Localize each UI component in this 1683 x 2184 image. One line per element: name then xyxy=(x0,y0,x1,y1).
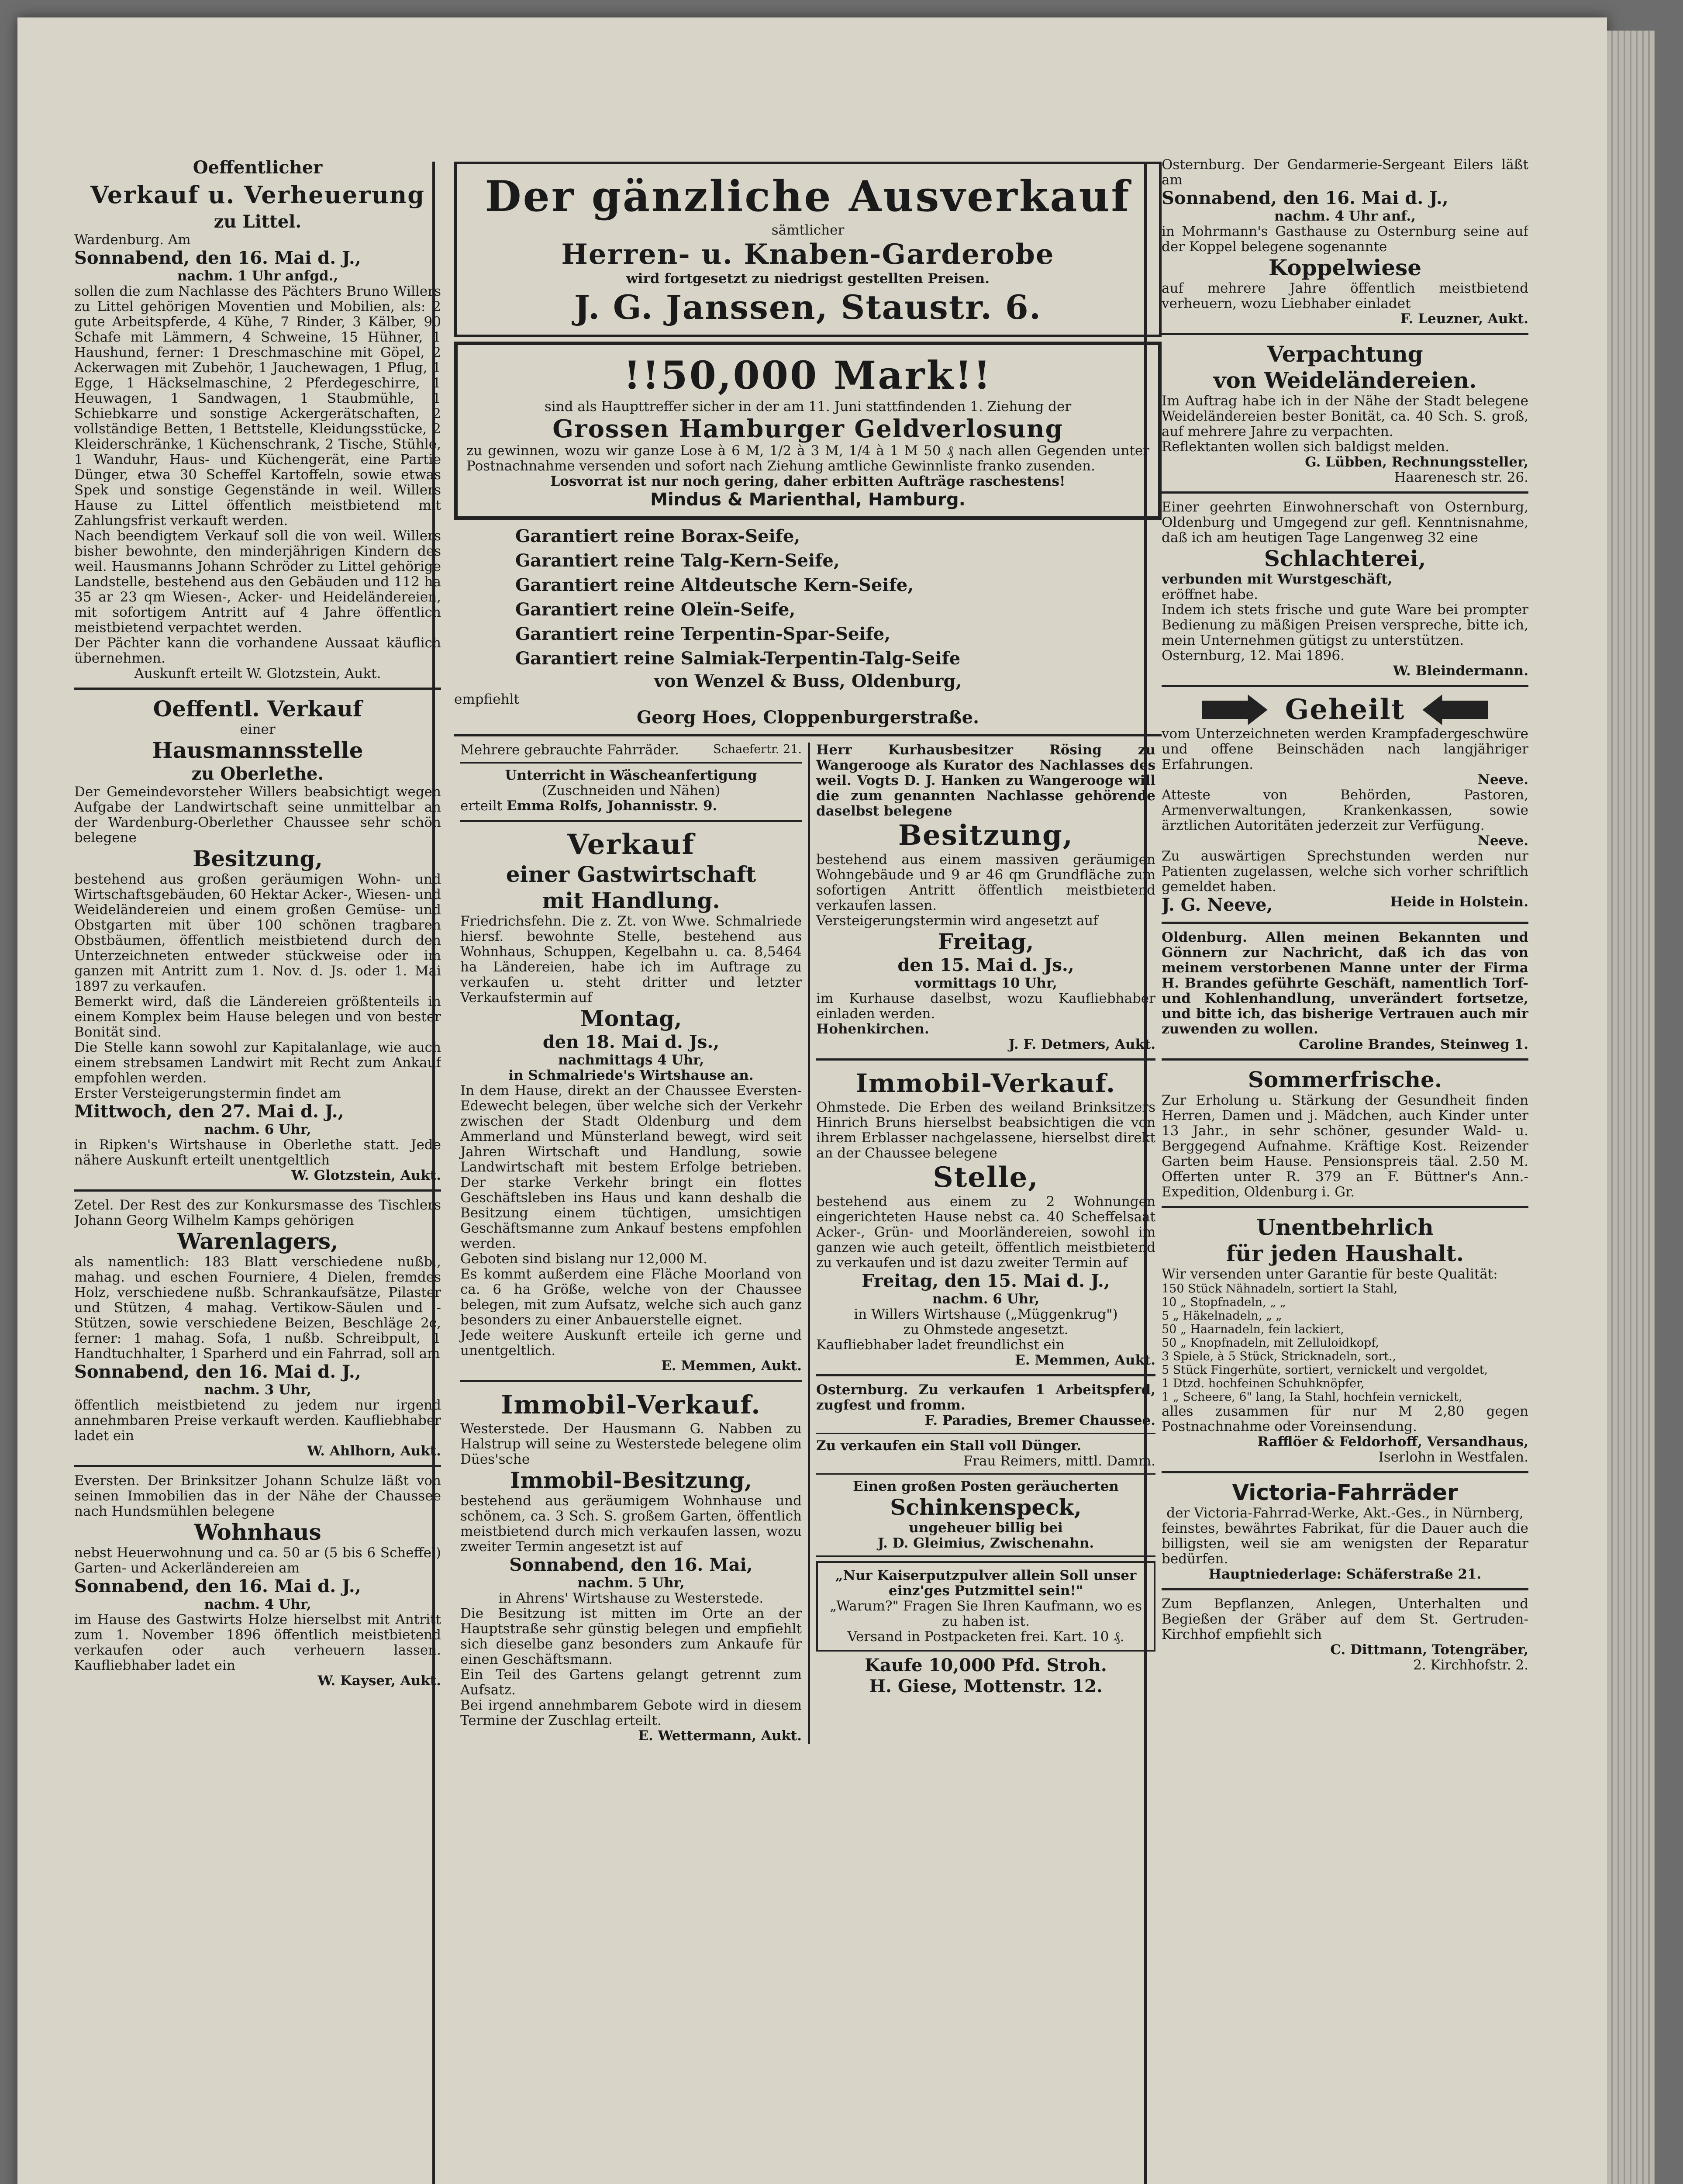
geheilt-sign: J. G. Neeve, xyxy=(1162,895,1273,915)
ad-littel-sign: Auskunft erteilt W. Glotzstein, Aukt. xyxy=(134,666,381,681)
divider xyxy=(454,734,1162,736)
haushalt-item: 50 „ Haarnadeln, fein lackiert, xyxy=(1162,1323,1344,1336)
ohmstede-head2: Stelle, xyxy=(933,1161,1039,1194)
haushalt-item: 150 Stück Nähnadeln, sortiert Ia Stahl, xyxy=(1162,1282,1398,1296)
ad-oberlethe-text1: Der Gemeindevorsteher Willers beabsichtigt wegen Aufgabe der Landwirtschaft seine unmittelbar an der Wardenburg-Oberlether Chaussee sehr schön belegene xyxy=(74,784,441,846)
haushalt-text1: Wir versenden unter Garantie für beste Qualität: xyxy=(1162,1266,1498,1282)
geheilt-addr: Heide in Holstein. xyxy=(1390,894,1528,910)
ad-ausverkauf xyxy=(454,162,1162,337)
weide-sign: G. Lübben, Rechnungssteller, xyxy=(1305,454,1528,470)
duenger-sign: Frau Reimers, mittl. Damm. xyxy=(963,1453,1155,1469)
geheilt-head: Geheilt xyxy=(1285,693,1405,726)
ad-littel-text3: Nach beendigtem Verkauf soll die von weil. Willers bisher bewohnte, den minderjährigen Kindern des weil. Hausmanns Johann Schröder zu Littel gehörige Landstelle, bestehend aus den Gebäuden und 112 ha 35 ar 23 qm Wiesen-, Acker- und Heideländereien, mit sofortigem Antritt auf 4 Jahre öffentlich meistbietend verpachtet werden. xyxy=(74,528,441,636)
ad-littel-text4: Der Pächter kann die vorhandene Aussaat käuflich übernehmen. xyxy=(74,635,441,666)
koppel-text3: auf mehrere Jahre öffentlich meistbietend verheuern, wozu Liebhaber einladet xyxy=(1162,280,1528,311)
schlachterei-date: Osternburg, 12. Mai 1896. xyxy=(1162,648,1345,663)
westerstede-head: Immobil-Verkauf. xyxy=(501,1390,761,1420)
divider xyxy=(1162,1206,1528,1208)
wangerooge-text4: im Kurhause daselbst, wozu Kaufliebhaber einladen werden. xyxy=(816,991,1155,1022)
wangerooge-time: vormittags 10 Uhr, xyxy=(914,975,1057,991)
ohmstede-text2: bestehend aus einem zu 2 Wohnungen eingerichteten Hause nebst ca. 40 Scheffelsaat Acker-, Grün- und Moorländereien, sowohl im ganzen wie auch geteilt, öffentlich meistbietend zu verkaufen und ist dazu zweiter Termin auf xyxy=(816,1194,1155,1271)
wangerooge-text2: bestehend aus einem massiven geräumigen Wohngebäude und 9 ar 46 qm Grundfläche zum sofortigen Antritt öffentlich meistbietend verkaufen lassen. xyxy=(816,852,1155,913)
ad-zetel-date: Sonnabend, den 16. Mai d. J., xyxy=(74,1362,361,1382)
divider xyxy=(816,1555,1155,1557)
weide-head2: von Weideländereien. xyxy=(1213,367,1477,393)
schinken-sign: J. D. Gleimius, Zwischenahn. xyxy=(877,1535,1094,1551)
divider xyxy=(460,820,802,822)
gastwirtschaft-text5: Jede weitere Auskunft erteile ich gerne und unentgeltlich. xyxy=(460,1327,802,1358)
lotto-text3: Losvorrat ist nur noch gering, daher erbitten Aufträge raschestens! xyxy=(550,473,1066,489)
divider xyxy=(74,1465,441,1467)
haushalt-head2: für jeden Haushalt. xyxy=(1226,1241,1464,1266)
ohmstede-text4: Kaufliebhaber ladet freundlichst ein xyxy=(816,1337,1065,1353)
westerstede-sign: E. Wettermann, Aukt. xyxy=(638,1728,802,1744)
column-middle xyxy=(454,157,1162,2184)
haushalt-text2: alles zusammen für nur M 2,80 gegen Postnachnahme oder Voreinsendung. xyxy=(1162,1403,1528,1434)
stroh-sign: H. Giese, Mottenstr. 12. xyxy=(869,1676,1103,1697)
haushalt-item: 3 Spiele, à 5 Stück, Stricknadeln, sort., xyxy=(1162,1350,1397,1363)
westerstede-text1: Westerstede. Der Hausmann G. Nabben zu Halstrup will seine zu Westerstede belegene olim Dües'sche xyxy=(460,1421,802,1467)
westerstede-date: Sonnabend, den 16. Mai, xyxy=(509,1555,753,1575)
haushalt-sign: Rafflöer & Feldorhoff, Versandhaus, xyxy=(1257,1434,1528,1450)
haushalt-item: 1 „ Scheere, 6" lang, Ia Stahl, hochfein vernickelt, xyxy=(1162,1390,1462,1404)
wasche-pre: erteilt xyxy=(460,798,503,814)
haushalt-item: 5 Stück Fingerhüte, sortiert, vernickelt und vergoldet, xyxy=(1162,1363,1488,1377)
divider xyxy=(1162,1058,1528,1061)
divider xyxy=(1162,333,1528,335)
ad-eversten-date: Sonnabend, den 16. Mai d. J., xyxy=(74,1576,361,1597)
gastwirtschaft-sub1: einer Gastwirtschaft xyxy=(506,861,756,887)
ad-oberlethe-text4: Die Stelle kann sowohl zur Kapitalanlage, wie auch einem strebsamen Landwirt mit Recht zum Ankauf empfohlen werden. xyxy=(74,1040,441,1086)
westerstede-text2: bestehend aus geräumigem Wohnhause und schönem, ca. 3 Sch. S. großem Garten, öffentlich meistbietend durch mich verkaufen lassen, wozu zweiter Termin angesetzt ist auf xyxy=(460,1493,802,1555)
divider xyxy=(74,688,441,690)
haushalt-item: 10 „ Stopfnadeln, „ „ xyxy=(1162,1296,1286,1309)
column-right xyxy=(1162,157,1528,2184)
victoria-text1: der Victoria-Fahrrad-Werke, Akt.-Ges., in Nürnberg, xyxy=(1166,1505,1524,1521)
ad-eversten-text2: nebst Heuerwohnung und ca. 50 ar (5 bis 6 Scheffel) Garten- und Ackerländereien am xyxy=(74,1545,441,1576)
ad-littel-text2: sollen die zum Nachlasse des Pächters Bruno Willers zu Littel gehörigen Moventien und Mobilien, als: 2 gute Arbeitspferde, 4 Kühe, 7 Rinder, 3 Kälber, 90 Schafe mit Lämmern, 4 Schweine, 15 Hühner, 1 Haushund, ferner: 1 Dreschmaschine mit Göpel, 2 Ackerwagen mit Zubehör, 1 Jauchewagen, 1 Pflug, 1 Egge, 1 Häckselmaschine, 2 Pferdegeschirre, 1 Heuwagen, 1 Sandwagen, 1 Staubmühle, 1 Schiebkarre und sonstige Ackergerätschaften, 2 vollständige Betten, 1 Bettstelle, Kleidungsstücke, 2 Kleiderschränke, 1 Küchenschrank, 2 Tische, Stühle, 1 Wanduhr, Haus- und Küchengerät, eine Partie Dünger, etwa 30 Scheffel Kartoffeln, sowie etwas Spek und sonstige Gegenstände in weil. Willers Hause zu Littel öffentlich meistbietend mit Zahlungsfrist verkauft werden. xyxy=(74,283,441,529)
victoria-head: Victoria-Fahrräder xyxy=(1232,1480,1458,1505)
lotto-firm: Mindus & Marienthal, Hamburg. xyxy=(650,490,966,510)
gastwirtschaft-text1: Friedrichsfehn. Die z. Zt. von Wwe. Schmalriede hiersf. bewohnte Stelle, bestehend aus Wohnhaus, Schuppen, Kegelbahn u. ca. 8,5464 ha Ländereien, habe ich im Auftrage zu verkaufen u. steht dritter und letzter Verkaufstermin auf xyxy=(460,913,802,1006)
victoria-text2: feinstes, bewährtes Fabrikat, für die Dauer auch die billigsten, weil sie am wenigsten der Reparatur bedürfen. xyxy=(1162,1521,1528,1567)
geheilt-text3: Zu auswärtigen Sprechstunden werden nur Patienten zugelassen, welche sich vorher schriftlich gemeldet haben. xyxy=(1162,848,1528,895)
soap-item: Garantiert reine Talg-Kern-Seife, xyxy=(515,550,840,571)
weide-text1: Im Auftrag habe ich in der Nähe der Stadt belegene Weideländereien bester Bonität, ca. 40 Sch. S. groß, auf mehrere Jahre zu verpachten. xyxy=(1162,393,1528,439)
divider xyxy=(460,762,802,764)
wangerooge-text1: Herr Kurhausbesitzer Rösing zu Wangerooge als Kurator des Nachlasses des weil. Vogts D. J. Hanken zu Wangerooge will die zum genannten Nachlasse gehörende daselbst belegene xyxy=(816,742,1155,819)
putzpulver-text2: „Warum?" Fragen Sie Ihren Kaufmann, wo es zu haben ist. xyxy=(830,1598,1142,1629)
ad-eversten-text1: Eversten. Der Brinksitzer Johann Schulze läßt von seinen Immobilien das in der Nähe der Chaussee nach Hundsmühlen belegene xyxy=(74,1473,441,1519)
soap-item: Garantiert reine Altdeutsche Kern-Seife, xyxy=(515,575,914,595)
soap-item: Garantiert reine Salmiak-Terpentin-Talg-Seife xyxy=(515,648,961,669)
soap-item: Garantiert reine Borax-Seife, xyxy=(515,526,800,546)
westerstede-text4: Ein Teil des Gartens gelangt getrennt zum Aufsatz. xyxy=(460,1667,802,1698)
ausverkauf-line: wird fortgesetzt zu niedrigst gestellten Preisen. xyxy=(626,271,990,287)
ad-oberlethe-text2: bestehend aus großen geräumigen Wohn- und Wirtschaftsgebäuden, 60 Hektar Acker-, Wiesen- und Weideländereien und einem großen Gemüse- und Obstgarten mit über 100 schönen tragbaren Obstbäumen, öffentlich meistbietend durch den Unterzeichneten entweder stückweise oder im ganzen mit Antritt zum 1. Nov. d. Js. oder 1. Mai 1897 zu verkaufen. xyxy=(74,871,441,994)
schlachterei-sign: W. Bleindermann. xyxy=(1393,663,1528,679)
wangerooge-place: Hohenkirchen. xyxy=(816,1021,929,1037)
middle-subcolumn-right xyxy=(808,743,1162,1744)
schlachterei-head: Schlachterei, xyxy=(1264,546,1426,571)
ad-eversten-head: Wohnhaus xyxy=(194,1519,321,1545)
putzpulver-text1: „Nur Kaiserputzpulver allein Soll unser einz'ges Putzmittel sein!" xyxy=(835,1568,1137,1599)
geheilt-name2: Neeve. xyxy=(1477,833,1528,849)
ad-littel-time: nachm. 1 Uhr anfgd., xyxy=(177,268,338,284)
wangerooge-date1: Freitag, xyxy=(938,929,1034,954)
divider xyxy=(460,1380,802,1382)
schlachterei-sub: verbunden mit Wurstgeschäft, xyxy=(1162,571,1393,587)
ohmstede-text1: Ohmstede. Die Erben des weiland Brinksitzers Hinrich Bruns hierselbst beabsichtigen die von ihrem Erblasser nachgelassene, hierselbst direkt an der Chaussee belegene xyxy=(816,1099,1155,1161)
ohmstede-date: Freitag, den 15. Mai d. J., xyxy=(862,1271,1110,1291)
koppel-text1: Osternburg. Der Gendarmerie-Sergeant Eilers läßt am xyxy=(1162,157,1528,188)
gastwirtschaft-text4: Es kommt außerdem eine Fläche Moorland von ca. 6 ha Größe, welche von der Chaussee belegen, mit zum Aufsatz, welche sich auch ganz besonders zu einer Anbauerstelle eignet. xyxy=(460,1266,802,1328)
haushalt-addr: Iserlohn in Westfalen. xyxy=(1378,1449,1528,1465)
divider xyxy=(74,1189,441,1192)
ad-zetel-sign: W. Ahlhorn, Aukt. xyxy=(307,1443,441,1459)
koppel-sign: F. Leuzner, Aukt. xyxy=(1400,311,1528,327)
divider xyxy=(1162,1471,1528,1473)
schlachterei-text3: Indem ich stets frische und gute Ware bei prompter Bedienung zu mäßigen Preisen verspreche, bitte ich, mein Unternehmen gütigst zu unterstützen. xyxy=(1162,602,1528,648)
divider xyxy=(1162,491,1528,494)
gastwirtschaft-sign: E. Memmen, Aukt. xyxy=(661,1358,802,1374)
geheilt-banner xyxy=(1162,693,1528,726)
ad-eversten-text3: im Hause des Gastwirts Holze hierselbst mit Antritt zum 1. November 1896 öffentlich meistbietend verkaufen oder auch verheuern lassen. Kaufliebhaber ladet ein xyxy=(74,1612,441,1673)
wasche-sub: (Zuschneiden und Nähen) xyxy=(541,783,721,798)
schinken-text2: ungeheuer billig bei xyxy=(909,1520,1063,1536)
schinken-head: Schinkenspeck, xyxy=(890,1494,1082,1520)
putzpulver-text3: Versand in Postpacketen frei. Kart. 10 ₰. xyxy=(847,1629,1124,1645)
ad-oberlethe-text5: Erster Versteigerungstermin findet am xyxy=(74,1085,341,1101)
wasche-text: Unterricht in Wäscheanfertigung xyxy=(505,767,757,783)
haushalt-item: 50 „ Knopfnadeln, mit Zelluloidkopf, xyxy=(1162,1336,1379,1350)
arbeitspferd-text: Osternburg. Zu verkaufen 1 Arbeitspferd, zugfest und fromm. xyxy=(816,1382,1155,1413)
lotto-text1: sind als Haupttreffer sicher in der am 11. Juni stattfindenden 1. Ziehung der xyxy=(544,399,1072,415)
column-left xyxy=(74,157,441,2184)
arrow-right-icon xyxy=(1202,695,1268,725)
ausverkauf-small: sämtlicher xyxy=(771,222,845,238)
ohmstede-time: nachm. 6 Uhr, xyxy=(932,1291,1040,1307)
graeber-text: Zum Bepflanzen, Anlegen, Unterhalten und Begießen der Gräber auf dem St. Gertruden-Kirchhof empfiehlt sich xyxy=(1162,1596,1528,1642)
brandes-sign: Caroline Brandes, Steinweg 1. xyxy=(1299,1037,1528,1052)
stroh-text: Kaufe 10,000 Pfd. Stroh. xyxy=(865,1655,1107,1676)
graeber-addr: 2. Kirchhofstr. 2. xyxy=(1413,1657,1528,1673)
newspaper-page xyxy=(17,17,1607,2184)
koppel-time: nachm. 4 Uhr anf., xyxy=(1274,208,1416,224)
ausverkauf-head: Der gänzliche Ausverkauf xyxy=(485,172,1131,221)
gastwirtschaft-text3: Geboten sind bislang nur 12,000 M. xyxy=(460,1251,707,1267)
koppel-date: Sonnabend, den 16. Mai d. J., xyxy=(1162,188,1448,208)
westerstede-head2: Immobil-Besitzung, xyxy=(510,1467,752,1493)
arbeitspferd-sign: F. Paradies, Bremer Chaussee. xyxy=(924,1413,1155,1428)
westerstede-text5: Bei irgend annehmbarem Gebote wird in diesem Termine der Zuschlag erteilt. xyxy=(460,1697,802,1728)
ohmstede-head: Immobil-Verkauf. xyxy=(855,1068,1116,1098)
divider xyxy=(816,1374,1155,1376)
weide-head: Verpachtung xyxy=(1267,341,1423,367)
middle-subcolumn-left xyxy=(454,743,808,1744)
westerstede-text3: Die Besitzung ist mitten im Orte an der Hauptstraße sehr günstig belegen und empfiehlt sich dieselbe ganz besonders zum Ankaufe für einen Geschäftsmann. xyxy=(460,1606,802,1667)
divider xyxy=(1162,1588,1528,1590)
ad-soap xyxy=(454,524,1162,728)
ad-putzpulver xyxy=(816,1561,1155,1652)
sommerfrische-text: Zur Erholung u. Stärkung der Gesundheit finden Herren, Damen und j. Mädchen, auch Kinder unter 13 Jahr., in sehr schöner, gesunder Wald- u. Berggegend Aufnahme. Kräftige Kost. Reizender Garten beim Hause. Pensionspreis täal. 2.50 M. Offerten unter R. 379 an F. Büttner's Ann.-Expedition, Oldenburg i. Gr. xyxy=(1162,1092,1528,1200)
haushalt-head: Unentbehrlich xyxy=(1256,1214,1434,1240)
middle-subcolumns xyxy=(454,743,1162,1744)
lotto-text2: zu gewinnen, wozu wir ganze Lose à 6 M, 1/2 à 3 M, 1/4 à 1 M 50 ₰ nach allen Gegenden unter Postnachnahme versenden und sofort nach Ziehung amtliche Gewinnliste franko zusenden. xyxy=(466,443,1149,474)
ad-oberlethe-date: Mittwoch, den 27. Mai d. J., xyxy=(74,1101,344,1122)
ad-oberlethe-time: nachm. 6 Uhr, xyxy=(204,1122,311,1137)
ausverkauf-firm: J. G. Janssen, Staustr. 6. xyxy=(574,288,1042,327)
ad-zetel-text1: Zetel. Der Rest des zur Konkursmasse des Tischlers Johann Georg Wilhelm Kamps gehörigen xyxy=(74,1197,441,1228)
lotto-name: Grossen Hamburger Geldverlosung xyxy=(552,415,1063,443)
wasche-name: Emma Rolfs, Johannisstr. 9. xyxy=(507,798,717,814)
ad-oberlethe-word: Besitzung, xyxy=(193,846,323,871)
schlachterei-text1: Einer geehrten Einwohnerschaft von Osternburg, Oldenburg und Umgegend zur gefl. Kenntnisnahme, daß ich am heutigen Tage Langenweg 32 eine xyxy=(1162,499,1528,546)
ad-oberlethe-sub: einer xyxy=(240,722,276,737)
westerstede-time: nachm. 5 Uhr, xyxy=(577,1575,685,1591)
fahr-addr: Schaefertr. 21. xyxy=(713,743,802,756)
wangerooge-sign: J. F. Detmers, Aukt. xyxy=(1008,1037,1155,1052)
fahr-text: Mehrere gebrauchte Fahrräder. xyxy=(460,742,679,758)
soap-pre: empfiehlt xyxy=(454,691,519,707)
ohmstede-place: in Willers Wirtshause („Müggenkrug") xyxy=(854,1306,1118,1322)
gastwirtschaft-time: nachmittags 4 Uhr, xyxy=(558,1052,704,1068)
haushalt-item: 1 Dtzd. hochfeinen Schuhknöpfer, xyxy=(1162,1377,1365,1390)
divider xyxy=(816,1473,1155,1475)
gastwirtschaft-place: in Schmalriede's Wirtshause an. xyxy=(508,1068,754,1083)
koppel-head: Koppelwiese xyxy=(1268,255,1422,280)
wangerooge-text3: Versteigerungstermin wird angesetzt auf xyxy=(816,913,1098,929)
gastwirtschaft-sub2: mit Handlung. xyxy=(542,888,720,913)
divider xyxy=(816,1433,1155,1434)
geheilt-name1: Neeve. xyxy=(1477,772,1528,788)
ad-zetel-text2: als namentlich: 183 Blatt verschiedene nußb., mahag. und eschen Fourniere, 4 Dielen, fremdes Holz, verschiedene nußb. Schrankaufsätze, Pilaster und Stützen, 4 mahag. Vertikow-Säulen und -Stützen, sowie verschiedene Beizen, Beschläge 2c, ferner: 1 mahag. Sofa, 1 nußb. Schreibpult, 1 Handtuchhalter, 1 Sparherd und ein Fahrrad, soll am xyxy=(74,1254,441,1362)
page-edges xyxy=(1607,31,1655,2184)
soap-firm: Georg Hoes, Cloppenburgerstraße. xyxy=(636,707,979,728)
westerstede-place: in Ahrens' Wirtshause zu Westerstede. xyxy=(498,1590,764,1606)
schinken-text: Einen großen Posten geräucherten xyxy=(853,1479,1119,1494)
duenger-text: Zu verkaufen ein Stall voll Dünger. xyxy=(816,1438,1082,1454)
gastwirtschaft-date1: Montag, xyxy=(580,1006,682,1031)
ad-eversten-sign: W. Kayser, Aukt. xyxy=(317,1673,441,1689)
divider xyxy=(1162,685,1528,687)
lotto-head: !!50,000 Mark!! xyxy=(624,352,992,398)
arrow-left-icon xyxy=(1422,695,1488,725)
soap-item: Garantiert reine Terpentin-Spar-Seife, xyxy=(515,624,891,644)
ad-littel-head: Verkauf u. Verheuerung xyxy=(90,181,425,209)
soap-maker: von Wenzel & Buss, Oldenburg, xyxy=(654,671,962,691)
gastwirtschaft-text2: In dem Hause, direkt an der Chaussee Eversten-Edewecht belegen, über welche sich der Verkehr zwischen der Stadt Oldenburg und dem Ammerland und Münsterland bewegt, wird seit Jahren Wirtschaft und Handlung, sowie Landwirtschaft mit bestem Erfolge betrieben. Der starke Verkehr bringt ein flottes Geschäftsleben ins Haus und kann deshalb die Besitzung einem tüchtigen, umsichtigen Geschäftsmanne zum Ankauf bestens empfohlen werden. xyxy=(460,1083,802,1251)
haushalt-item: 5 „ Häkelnadeln, „ „ xyxy=(1162,1309,1282,1323)
ad-littel-title: Oeffentlicher xyxy=(193,157,323,178)
ad-oberlethe-text6: in Ripken's Wirtshause in Oberlethe statt. Jede nähere Auskunft erteilt unentgeltlich xyxy=(74,1137,441,1168)
ad-oberlethe-place: zu Oberlethe. xyxy=(191,764,324,784)
wangerooge-head: Besitzung, xyxy=(898,819,1074,852)
graeber-sign: C. Dittmann, Totengräber, xyxy=(1330,1642,1528,1658)
weide-text2: Reflektanten wollen sich baldigst melden. xyxy=(1162,439,1449,455)
ad-zetel-time: nachm. 3 Uhr, xyxy=(204,1382,311,1398)
koppel-text2: in Mohrmann's Gasthause zu Osternburg seine auf der Koppel belegene sogenannte xyxy=(1162,224,1528,255)
ad-zetel-head: Warenlagers, xyxy=(177,1228,338,1254)
ad-oberlethe-text3: Bemerkt wird, daß die Ländereien größtenteils in einem Komplex beim Hause belegen und von bester Bonität sind. xyxy=(74,994,441,1040)
ohmstede-text3: zu Ohmstede angesetzt. xyxy=(903,1322,1069,1337)
brandes-text: Oldenburg. Allen meinen Bekannten und Gönnern zur Nachricht, daß ich das von meinem verstorbenen Manne unter der Firma H. Brandes geführte Geschäft, namentlich Torf- und Kohlenhandlung, unverändert fortsetze, und bitte ich, das bisherige Vertrauen auch mir zuwenden zu wollen. xyxy=(1162,930,1528,1037)
ad-lotto xyxy=(454,342,1162,520)
ad-oberlethe-head: Oeffentl. Verkauf xyxy=(153,696,362,722)
sommerfrische-head: Sommerfrische. xyxy=(1248,1067,1442,1092)
divider xyxy=(1162,922,1528,924)
ad-oberlethe-sign: W. Glotzstein, Aukt. xyxy=(291,1168,441,1183)
gastwirtschaft-date2: den 18. Mai d. Js., xyxy=(542,1032,720,1052)
victoria-addr: Hauptniederlage: Schäferstraße 21. xyxy=(1208,1566,1482,1582)
ad-fahrraeder xyxy=(460,743,802,758)
divider xyxy=(816,1058,1155,1061)
ad-oberlethe-head2: Hausmannsstelle xyxy=(152,737,363,763)
ad-littel-text1: Wardenburg. Am xyxy=(74,232,191,248)
ad-littel-date: Sonnabend, den 16. Mai d. J., xyxy=(74,248,361,268)
ad-zetel-text3: öffentlich meistbietend zu jedem nur irgend annehmbaren Preise verkauft werden. Kaufliebhaber ladet ein xyxy=(74,1397,441,1444)
ausverkauf-goods: Herren- u. Knaben-Garderobe xyxy=(561,238,1055,271)
ad-littel-place: zu Littel. xyxy=(214,211,302,232)
gastwirtschaft-head: Verkauf xyxy=(567,828,695,861)
weide-addr: Haarenesch str. 26. xyxy=(1394,470,1528,485)
geheilt-text1: vom Unterzeichneten werden Krampfadergeschwüre und offene Beinschäden nach langjähriger Erfahrungen. xyxy=(1162,726,1528,772)
soap-item: Garantiert reine Oleïn-Seife, xyxy=(515,599,796,620)
ohmstede-sign: E. Memmen, Aukt. xyxy=(1015,1352,1155,1368)
geheilt-text2: Atteste von Behörden, Pastoren, Armenverwaltungen, Krankenkassen, sowie ärztlichen Autoritäten jederzeit zur Verfügung. xyxy=(1162,787,1528,833)
ad-eversten-time: nachm. 4 Uhr, xyxy=(204,1597,311,1612)
wangerooge-date2: den 15. Mai d. Js., xyxy=(897,955,1074,975)
schlachterei-text2: eröffnet habe. xyxy=(1162,587,1258,602)
